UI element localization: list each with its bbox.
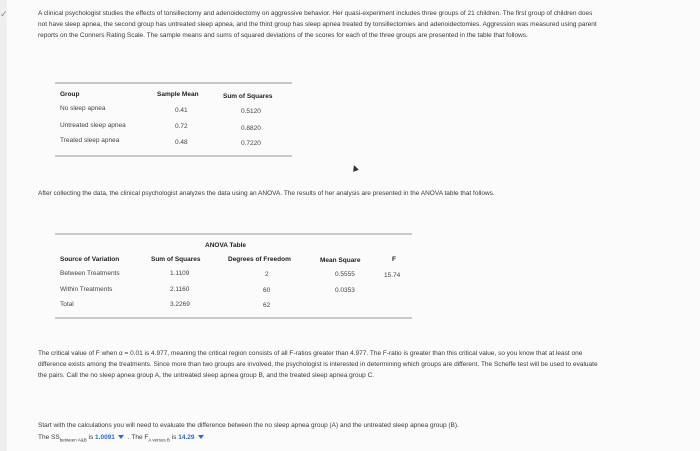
anova-header-f: F: [392, 256, 396, 263]
chevron-icon: ✓: [0, 9, 8, 19]
anova-row-1-source: Between Treatments: [60, 270, 120, 277]
group-row-3-mean: 0.48: [175, 139, 188, 146]
ss-label-prefix: The SS: [38, 434, 60, 441]
anova-table-bottom-rule: [55, 317, 412, 319]
anova-row-2-df: 60: [263, 287, 271, 294]
ss-dropdown-value[interactable]: 1.0091: [95, 434, 115, 441]
answer-line: [38, 434, 208, 442]
group-row-2-mean: 0.72: [175, 123, 188, 130]
f-dropdown-value[interactable]: 14.29: [178, 434, 195, 441]
anova-title: ANOVA Table: [205, 242, 247, 249]
group-table-bottom-rule: [55, 155, 292, 157]
left-edge: [0, 0, 7, 451]
anova-row-3-df: 62: [263, 302, 271, 309]
anova-row-2-ms: 0.0353: [335, 287, 355, 294]
anova-table-top-rule: [55, 233, 412, 235]
mouse-cursor-icon: [351, 164, 359, 172]
group-row-1-label: No sleep apnea: [60, 105, 106, 112]
group-header-ss: Sum of Squares: [223, 93, 273, 100]
anova-row-1-f: 15.74: [384, 272, 401, 279]
intro-paragraph: A clinical psychologist studies the effects of tonsillectomy and adenoidectomy on aggressive behavior. Her quasi-experiment includes three groups of 21 children. The first group of children does not have sleep apnea, the second group has untreated sleep apnea, and the third group has sleep apnea treated by tonsillectomies and adenoidectomies. Aggression was measured using parent reports on the Conners Rating Scale. The sample means and sums of squared deviations of the scores for each of the three groups are presented in the table that follows.: [38, 10, 597, 39]
anova-row-1-ss: 1.1109: [170, 270, 190, 277]
group-row-3-ss: 0.7220: [241, 140, 261, 147]
anova-row-2-source: Within Treatments: [60, 286, 113, 293]
group-row-1-ss: 0.5120: [241, 108, 261, 115]
ss-label-mid: is: [86, 434, 96, 441]
group-header-group: Group: [60, 91, 80, 98]
ss-label-subscript: between A&B: [59, 437, 87, 443]
group-row-3-label: Treated sleep apnea: [60, 137, 120, 144]
f-label-subscript: A versus B: [148, 437, 170, 443]
anova-row-3-ss: 3.2269: [170, 301, 190, 308]
anova-header-source: Source of Variation: [60, 256, 120, 263]
group-row-1-mean: 0.41: [175, 107, 188, 114]
anova-header-ss: Sum of Squares: [151, 256, 201, 263]
group-row-2-label: Untreated sleep apnea: [60, 122, 126, 129]
start-paragraph: Start with the calculations you will need to evaluate the difference between the no sleep apnea group (A) and the untreated sleep apnea group (B).: [38, 422, 459, 429]
anova-header-df: Degrees of Freedom: [228, 256, 291, 263]
chevron-down-icon[interactable]: [198, 435, 204, 439]
critical-paragraph: The critical value of F when α = 0.01 is 4.977, meaning the critical region consists of all F-ratios greater than 4.977. The F-ratio is greater than this critical value, so you know that at least one difference exists among the treatments. Since more than two groups are involved, the psychologist is interested in determining which groups are different. The Scheffe test will be used to evaluate the pairs. Call the no sleep apnea group A, the untreated sleep apnea group B, and the treated sleep apnea group C.: [38, 350, 598, 379]
anova-row-1-df: 2: [265, 271, 269, 278]
group-row-2-ss: 0.8820: [241, 125, 261, 132]
f-label-mid: is: [169, 434, 179, 441]
anova-row-2-ss: 2.1160: [170, 286, 190, 293]
f-dropdown[interactable]: [178, 434, 207, 441]
f-label-prefix: . The F: [127, 434, 149, 441]
anova-header-ms: Mean Square: [320, 257, 361, 264]
ss-dropdown[interactable]: [95, 434, 128, 441]
anova-row-1-ms: 0.5555: [335, 271, 355, 278]
chevron-down-icon[interactable]: [118, 435, 124, 439]
anova-row-3-source: Total: [60, 301, 74, 308]
after-paragraph: After collecting the data, the clinical psychologist analyzes the data using an ANOVA. The results of her analysis are presented in the ANOVA table that follows.: [38, 190, 495, 197]
group-table-top-rule: [55, 82, 292, 84]
group-header-mean: Sample Mean: [157, 91, 199, 98]
